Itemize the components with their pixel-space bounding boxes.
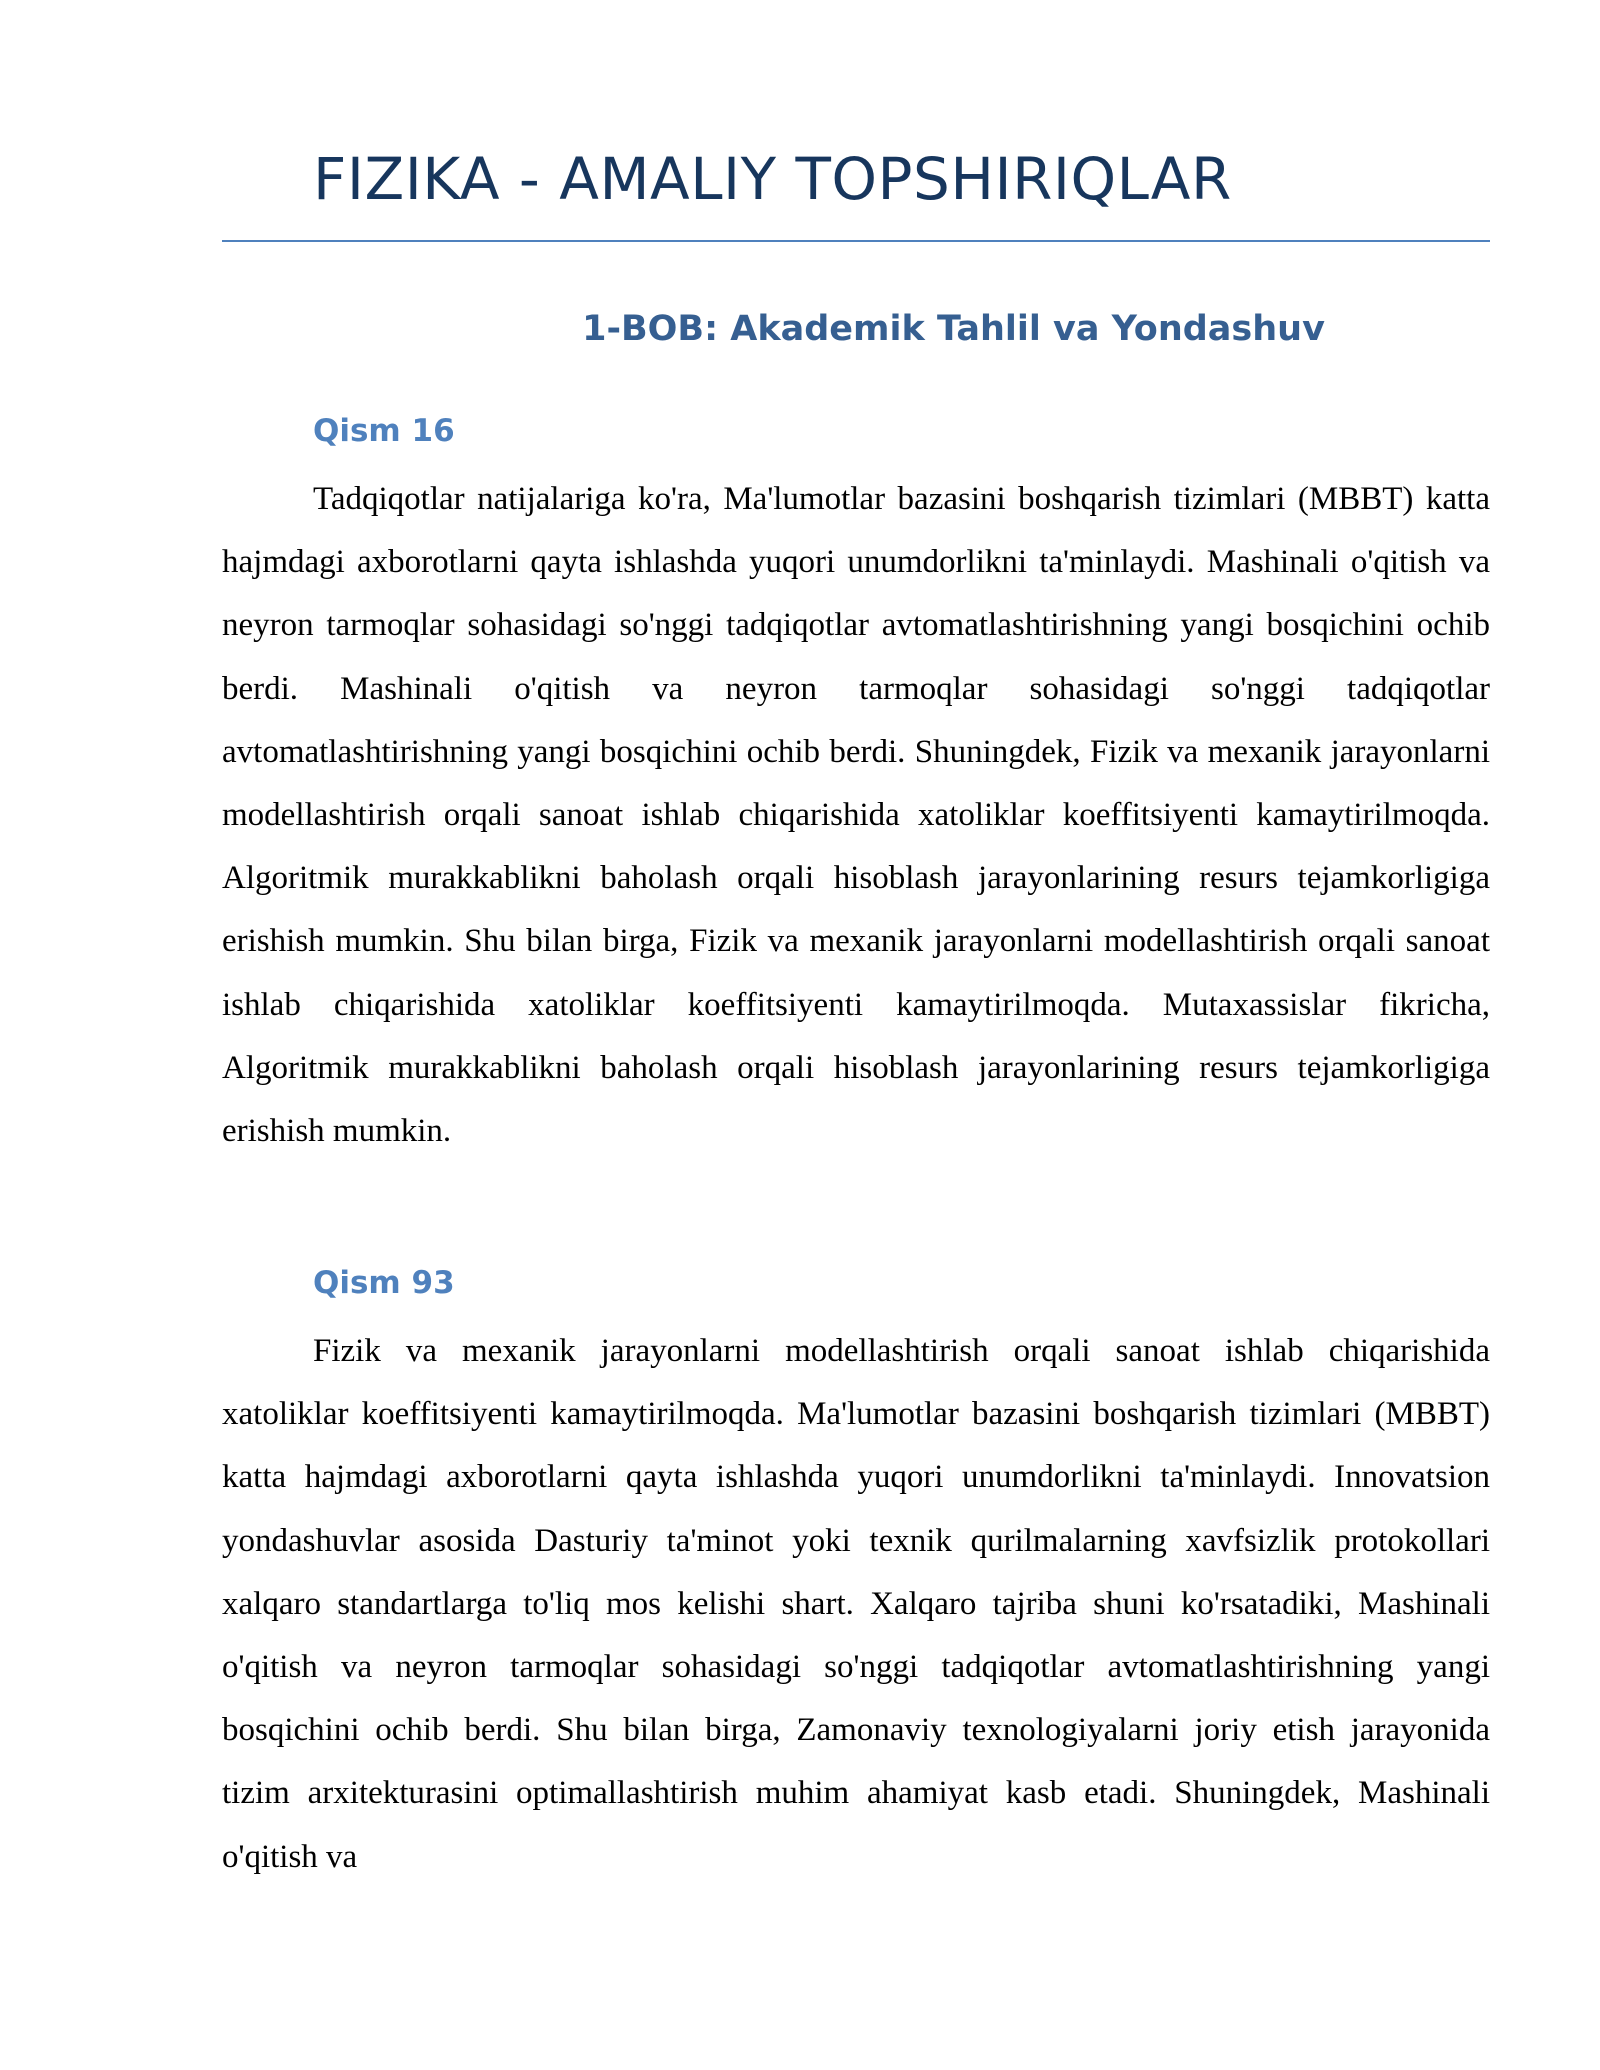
section-paragraph-qism-93: Fizik va mexanik jarayonlarni modellashtirish orqali sanoat ishlab chiqarishida xatoliklar koeffitsiyenti kamaytirilmoqda. Ma'lumotlar bazasini boshqarish tizimlari (MBBT) katta hajmdagi axborotlarni qayta ishlashda yuqori unumdorlikni ta'minlaydi. Innovatsion yondashuvlar asosida Dasturiy ta'minot yoki texnik qurilmalarning xavfsizlik protokollari xalqaro standartlarga to'liq mos kelishi shart. Xalqaro tajriba shuni ko'rsatadiki, Mashinali o'qitish va neyron tarmoqlar sohasidagi so'nggi tadqiqotlar avtomatlashtirishning yangi bosqichini ochib berdi. Shu bilan birga, Zamonaviy texnologiyalarni joriy etish jarayonida tizim arxitekturasini optimallashtirish muhim ahamiyat kasb etadi. Shuningdek, Mashinali o'qitish va bbox=[222, 1333, 1490, 1875]
section-paragraph-qism-16: Tadqiqotlar natijalariga ko'ra, Ma'lumotlar bazasini boshqarish tizimlari (MBBT) katta hajmdagi axborotlarni qayta ishlashda yuqori unumdorlikni ta'minlaydi. Mashinali o'qitish va neyron tarmoqlar sohasidagi so'nggi tadqiqotlar avtomatlashtirishning yangi bosqichini ochib berdi. Mashinali o'qitish va neyron tarmoqlar sohasidagi so'nggi tadqiqotlar avtomatlashtirishning yangi bosqichini ochib berdi. Shuningdek, Fizik va mexanik jarayonlarni modellashtirish orqali sanoat ishlab chiqarishida xatoliklar koeffitsiyenti kamaytirilmoqda. Algoritmik murakkablikni baholash orqali hisoblash jarayonlarining resurs tejamkorligiga erishish mumkin. Shu bilan birga, Fizik va mexanik jarayonlarni modellashtirish orqali sanoat ishlab chiqarishida xatoliklar koeffitsiyenti kamaytirilmoqda. Mutaxassislar fikricha, Algoritmik murakkablikni baholash orqali hisoblash jarayonlarining resurs tejamkorligiga erishish mumkin. bbox=[222, 481, 1490, 1150]
title-underline bbox=[222, 240, 1490, 242]
document-title: FIZIKA - AMALIY TOPSHIRIQLAR bbox=[313, 145, 1232, 213]
chapter-heading: 1-BOB: Akademik Tahlil va Yondashuv bbox=[582, 309, 1325, 349]
section-heading-qism-93: Qism 93 bbox=[313, 1265, 455, 1301]
section-heading-qism-16: Qism 16 bbox=[313, 413, 455, 449]
